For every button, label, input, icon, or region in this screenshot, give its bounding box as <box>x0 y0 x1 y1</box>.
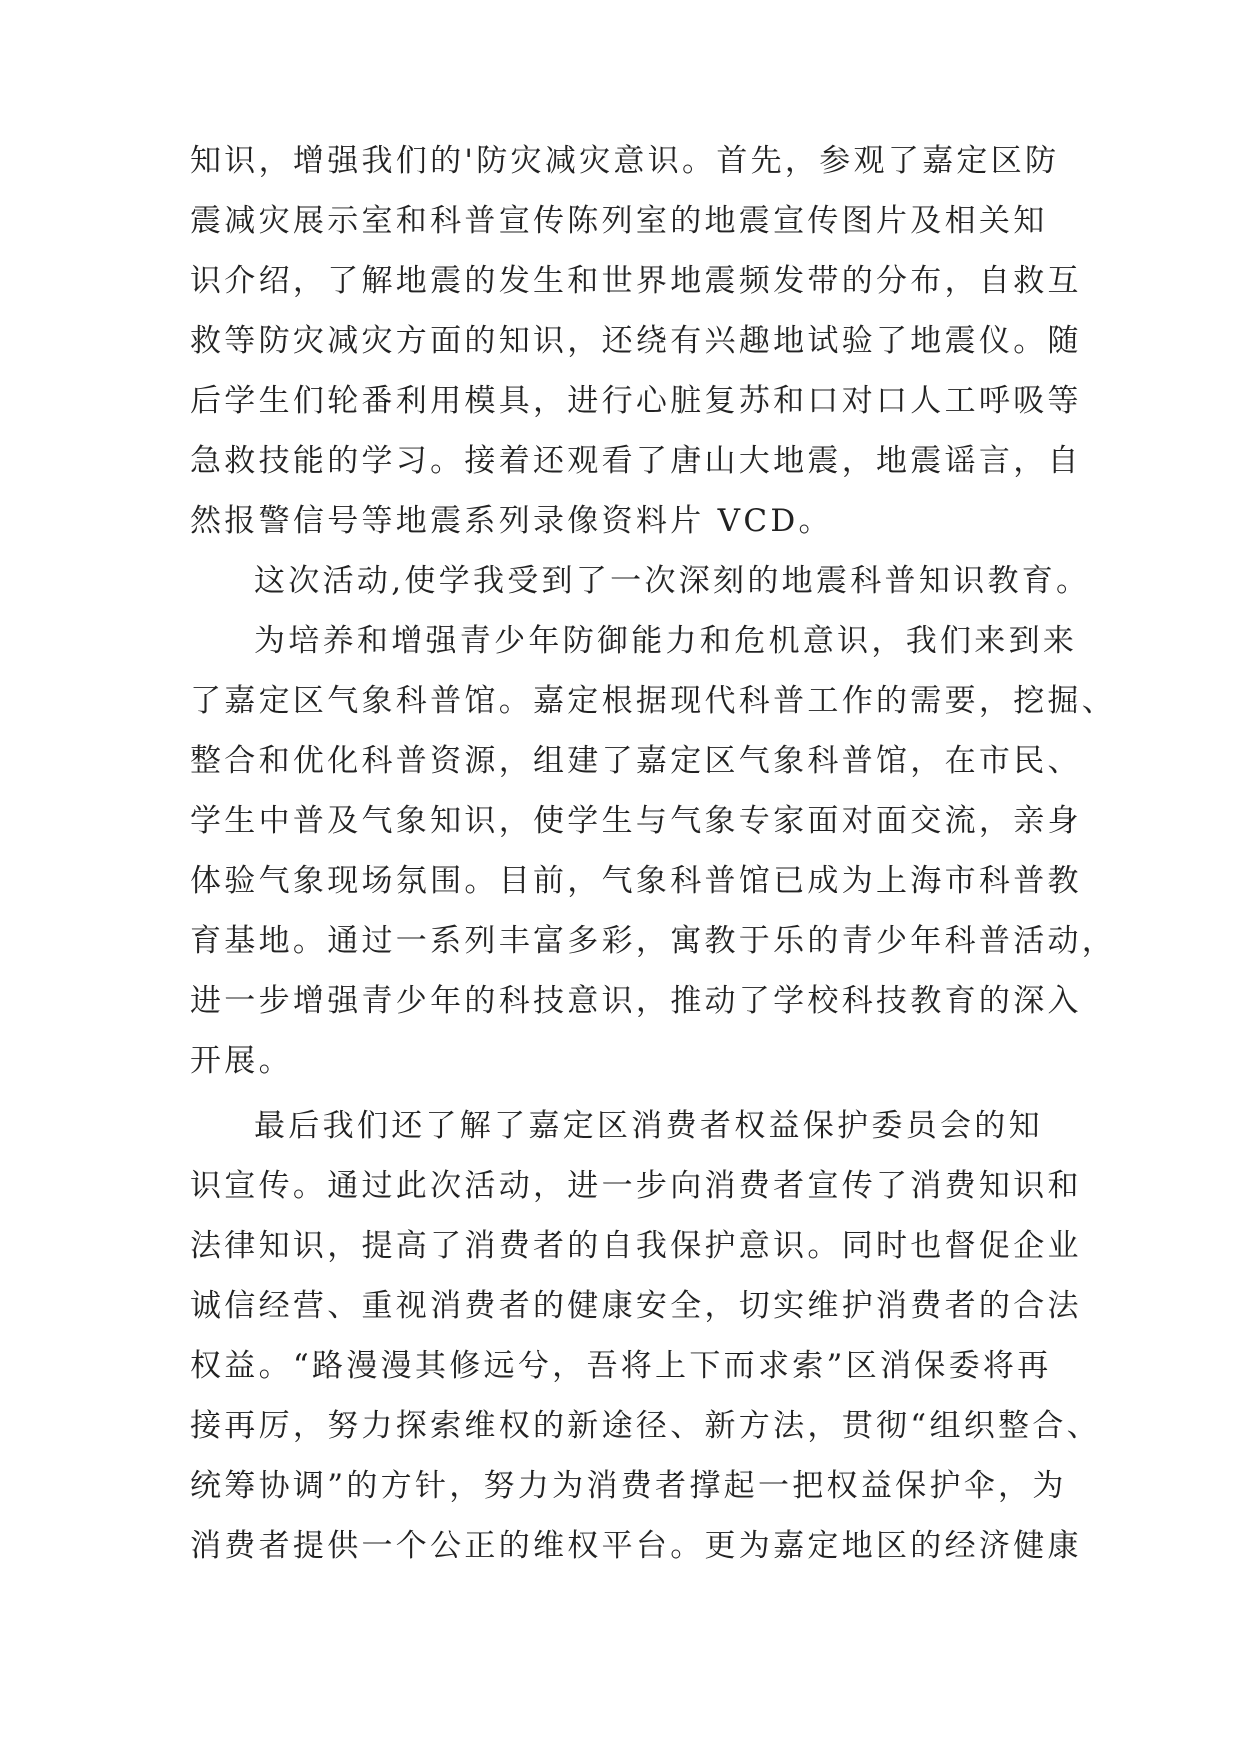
text-line: 识介绍，了解地震的发生和世界地震频发带的分布，自救互 <box>190 263 1082 299</box>
text-line: 整合和优化科普资源，组建了嘉定区气象科普馆，在市民、 <box>190 743 1082 779</box>
text-line: 开展。 <box>190 1043 293 1079</box>
text-line: 进一步增强青少年的科技意识，推动了学校科技教育的深入 <box>190 983 1082 1019</box>
text-line: 统筹协调”的方针，努力为消费者撑起一把权益保护伞，为 <box>190 1468 1067 1504</box>
paragraph-first-line: 这次活动,使学我受到了一次深刻的地震科普知识教育。 <box>254 563 1091 599</box>
text-line: 了嘉定区气象科普馆。嘉定根据现代科普工作的需要，挖掘、 <box>190 683 1117 719</box>
text-line: 震减灾展示室和科普宣传陈列室的地震宣传图片及相关知 <box>190 203 1048 239</box>
text-line: 接再厉，努力探索维权的新途径、新方法，贯彻“组织整合、 <box>190 1408 1101 1444</box>
paragraph-first-line: 为培养和增强青少年防御能力和危机意识，我们来到来 <box>254 623 1078 659</box>
text-line: 急救技能的学习。接着还观看了唐山大地震，地震谣言，自 <box>190 443 1082 479</box>
text-line: 后学生们轮番利用模具，进行心脏复苏和口对口人工呼吸等 <box>190 383 1082 419</box>
text-line: 救等防灾减灾方面的知识，还绕有兴趣地试验了地震仪。随 <box>190 323 1082 359</box>
text-line: 学生中普及气象知识，使学生与气象专家面对面交流，亲身 <box>190 803 1082 839</box>
text-line: 知识，增强我们的'防灾减灾意识。首先，参观了嘉定区防 <box>190 143 1060 179</box>
text-line: 识宣传。通过此次活动，进一步向消费者宣传了消费知识和 <box>190 1168 1082 1204</box>
text-line: 体验气象现场氛围。目前，气象科普馆已成为上海市科普教 <box>190 863 1082 899</box>
text-line: 法律知识，提高了消费者的自我保护意识。同时也督促企业 <box>190 1228 1082 1264</box>
text-line: 消费者提供一个公正的维权平台。更为嘉定地区的经济健康 <box>190 1528 1082 1564</box>
paragraph-first-line: 最后我们还了解了嘉定区消费者权益保护委员会的知 <box>254 1108 1043 1144</box>
text-line: 权益。“路漫漫其修远兮，吾将上下而求索”区消保委将再 <box>190 1348 1052 1384</box>
text-line: 然报警信号等地震系列录像资料片 VCD。 <box>190 503 833 539</box>
text-line: 诚信经营、重视消费者的健康安全，切实维护消费者的合法 <box>190 1288 1082 1324</box>
text-line: 育基地。通过一系列丰富多彩，寓教于乐的青少年科普活动， <box>190 923 1117 959</box>
